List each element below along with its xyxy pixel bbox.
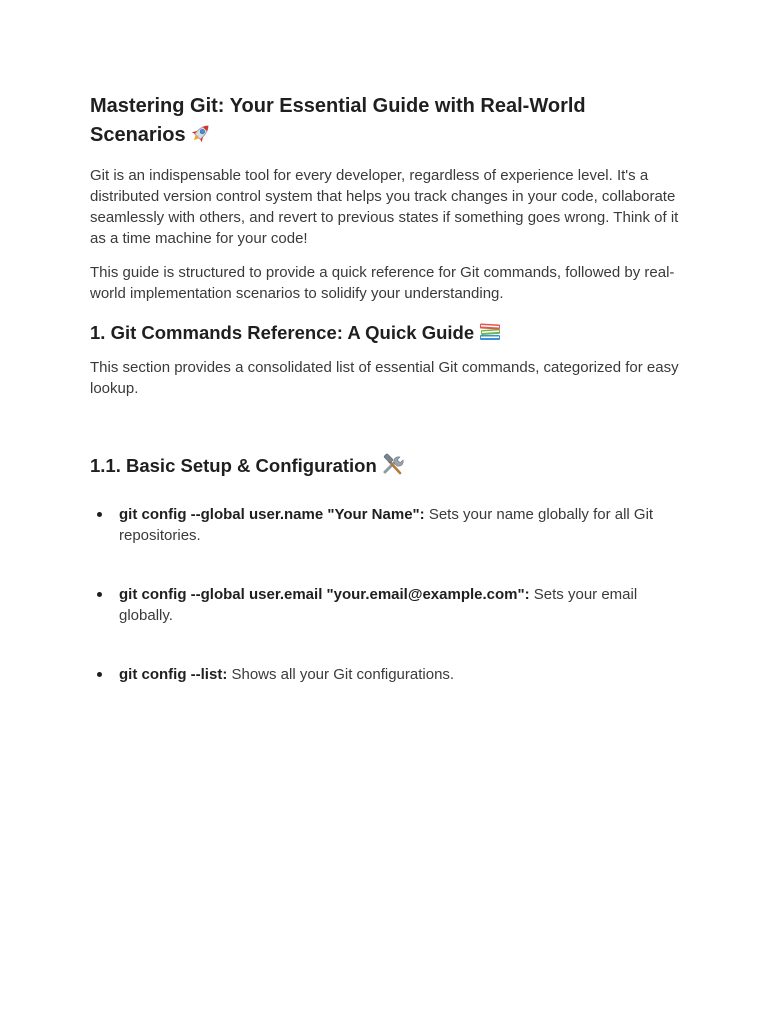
document-page <box>90 92 680 723</box>
section-1-1-heading-text: 1.1. Basic Setup & Configuration <box>90 455 377 476</box>
section-1-1-heading <box>90 453 680 482</box>
section-1-description: This section provides a consolidated list of essential Git commands, categorized for easy lookup. <box>90 359 679 397</box>
structure-paragraph: This guide is structured to provide a quick reference for Git commands, followed by real-world implementation scenarios to solidify your understanding. <box>90 264 675 302</box>
section-1-heading-text: 1. Git Commands Reference: A Quick Guide <box>90 322 475 343</box>
command-name: git config --global user.name "Your Name": <box>119 506 425 523</box>
command-list <box>90 504 680 685</box>
section-1-heading <box>90 320 680 349</box>
rocket-icon <box>190 122 212 153</box>
bullet-icon <box>97 512 102 517</box>
command-description: Sets your email globally. <box>119 586 638 624</box>
intro-paragraph: Git is an indispensable tool for every developer, regardless of experience level. It's a distributed version control system that helps you track changes in your code, collaborate seamlessly with others, and revert to previous states if something goes wrong. Think of it as a time machine for your code! <box>90 167 679 247</box>
command-description: Sets your name globally for all Git repositories. <box>119 506 654 544</box>
page-title <box>90 92 680 153</box>
list-item <box>90 584 680 626</box>
bullet-icon <box>97 592 102 597</box>
page-title-text: Mastering Git: Your Essential Guide with Real-World Scenarios <box>90 95 586 146</box>
list-item <box>90 664 680 685</box>
books-icon <box>478 320 502 349</box>
bullet-icon <box>97 672 102 677</box>
command-name: git config --list: <box>119 666 228 683</box>
list-item <box>90 504 680 546</box>
command-name: git config --global user.email "your.email@example.com": <box>119 586 530 603</box>
tools-icon <box>381 453 405 482</box>
command-description: Shows all your Git configurations. <box>227 666 455 683</box>
